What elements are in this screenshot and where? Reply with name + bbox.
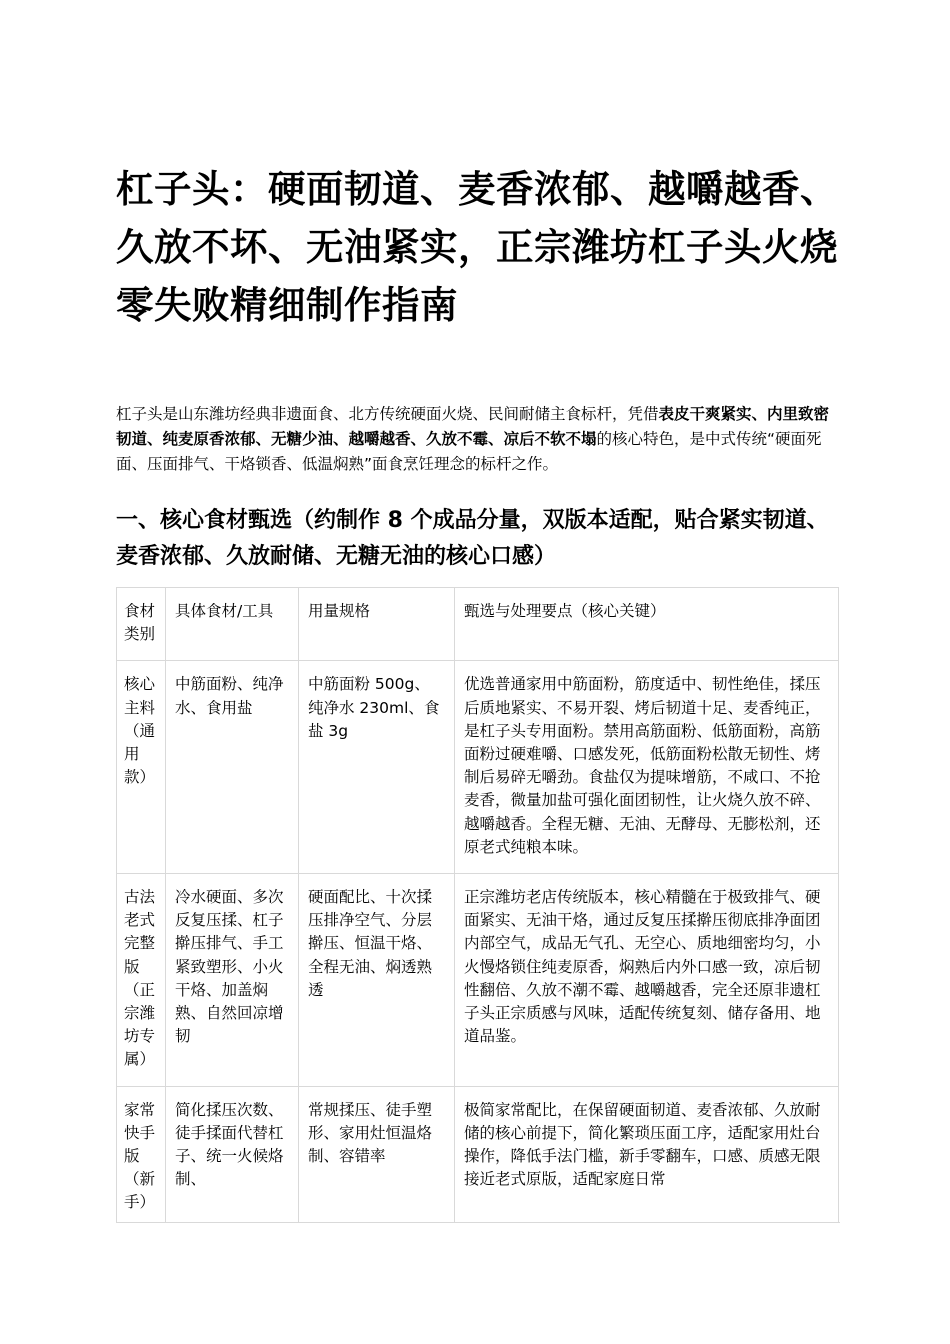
header-ingredients: 具体食材/工具 (166, 588, 299, 661)
intro-text-2: 的核心特色，是中式传统“硬面死面、压面排气、干烙锁香、低温焖熟”面食烹饪理念的标杆之作。 (116, 430, 822, 473)
section-heading: 一、核心食材甄选（约制作 8 个成品分量，双版本适配，贴合紧实韧道、麦香浓郁、久放耐储、无糖无油的核心口感） (116, 508, 829, 569)
table-header-row (117, 588, 839, 661)
ingredients-table (116, 587, 839, 1223)
cell-category: 核心主料（通用款） (117, 661, 166, 874)
document-page (116, 160, 840, 1212)
cell-amount: 中筋面粉 500g、纯净水 230ml、食盐 3g (299, 661, 455, 874)
page-title: 杠子头：硬面韧道、麦香浓郁、越嚼越香、久放不坏、无油紧实，正宗潍坊杠子头火烧零失败精细制作指南 (116, 167, 838, 327)
intro-text-1: 杠子头是山东潍坊经典非遗面食、北方传统硬面火烧、民间耐储主食标杆，凭借 (116, 405, 659, 423)
cell-ingredients: 冷水硬面、多次反复压揉、杠子擀压排气、手工紧致塑形、小火干烙、加盖焖熟、自然回凉增韧 (166, 874, 299, 1087)
cell-category: 古法老式完整版（正宗潍坊专属） (117, 874, 166, 1087)
table-row (117, 1086, 839, 1223)
cell-notes: 极简家常配比，在保留硬面韧道、麦香浓郁、久放耐储的核心前提下，简化繁琐压面工序，适配家用灶台操作，降低手法门槛，新手零翻车，口感、质感无限接近老式原版，适配家庭日常 (455, 1086, 839, 1223)
header-amount: 用量规格 (299, 588, 455, 661)
ingredients-table-wrapper (116, 587, 840, 1223)
table-row (117, 661, 839, 874)
cell-amount: 硬面配比、十次揉压排净空气、分层擀压、恒温干烙、全程无油、焖透熟透 (299, 874, 455, 1087)
cell-notes: 优选普通家用中筋面粉，筋度适中、韧性绝佳，揉压后质地紧实、不易开裂、烤后韧道十足、麦香纯正，是杠子头专用面粉。禁用高筋面粉、低筋面粉，高筋面粉过硬难嚼、口感发死，低筋面粉松散无韧性、烤制后易碎无嚼劲。食盐仅为提味增筋，不咸口、不抢麦香，微量加盐可强化面团韧性，让火烧久放不碎、越嚼越香。全程无糖、无油、无酵母、无膨松剂，还原老式纯粮本味。 (455, 661, 839, 874)
cell-ingredients: 中筋面粉、纯净水、食用盐 (166, 661, 299, 874)
table-row (117, 874, 839, 1087)
header-notes: 甄选与处理要点（核心关键） (455, 588, 839, 661)
cell-amount: 常规揉压、徒手塑形、家用灶恒温烙制、容错率 (299, 1086, 455, 1223)
intro-paragraph (116, 402, 840, 477)
cell-ingredients: 简化揉压次数、徒手揉面代替杠子、统一火候烙制、 (166, 1086, 299, 1223)
intro-highlight: 表皮干爽紧实、内里致密韧道、纯麦原香浓郁、无糖少油、越嚼越香、久放不霉、凉后不软不塌 (116, 405, 830, 448)
cell-notes: 正宗潍坊老店传统版本，核心精髓在于极致排气、硬面紧实、无油干烙，通过反复压揉擀压彻底排净面团内部空气，成品无气孔、无空心、质地细密均匀，小火慢烙锁住纯麦原香，焖熟后内外口感一致，凉后韧性翻倍、久放不潮不霉、越嚼越香，完全还原非遗杠子头正宗质感与风味，适配传统复刻、储存备用、地道品鉴。 (455, 874, 839, 1087)
header-category: 食材类别 (117, 588, 166, 661)
cell-category: 家常快手版（新手） (117, 1086, 166, 1223)
